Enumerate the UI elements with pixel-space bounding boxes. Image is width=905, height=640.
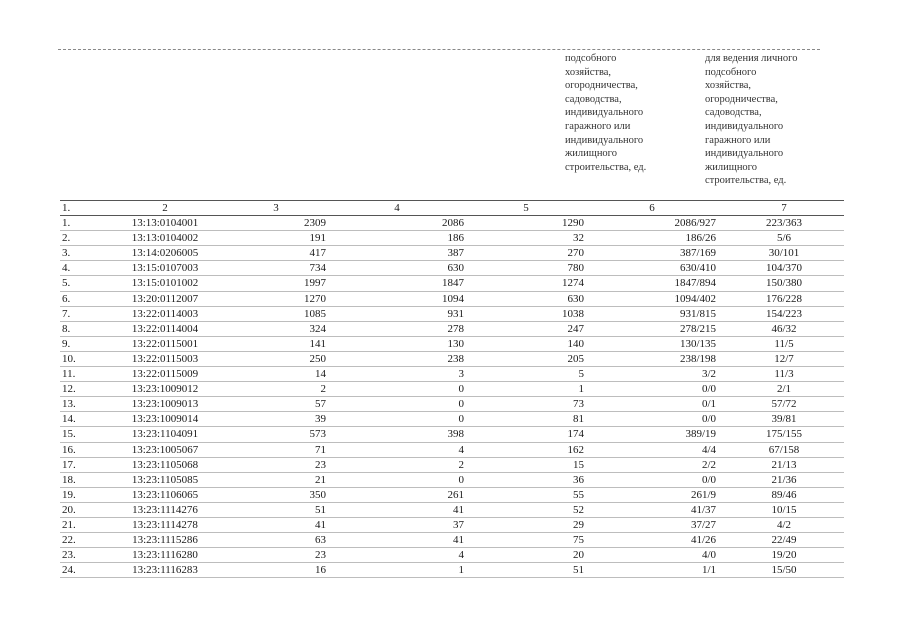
header-line: жилищного: [565, 148, 617, 160]
row-number: 7.: [60, 306, 104, 321]
col5-count: 32: [468, 231, 588, 246]
col5-count: 20: [468, 548, 588, 563]
col6-ratio: 41/26: [588, 533, 724, 548]
header-line: индивидуального: [705, 120, 784, 132]
col6-ratio: 2086/927: [588, 216, 724, 231]
table-row: [60, 442, 844, 457]
col4-count: 387: [330, 246, 468, 261]
col6-ratio: 238/198: [588, 351, 724, 366]
col6-ratio: 2/2: [588, 457, 724, 472]
column-number: 1.: [60, 201, 104, 216]
table-row: [60, 517, 844, 532]
col4-count: 1094: [330, 291, 468, 306]
col4-count: 41: [330, 502, 468, 517]
col7-ratio: 89/46: [724, 487, 844, 502]
column-number: 6: [588, 201, 724, 216]
table-row: [60, 216, 844, 231]
col5-count: 52: [468, 502, 588, 517]
header-line: для ведения личного: [705, 53, 798, 64]
col7-ratio: 22/49: [724, 533, 844, 548]
col6-ratio: 389/19: [588, 427, 724, 442]
header-line: огородничества,: [705, 93, 778, 105]
header-line: подсобного: [565, 53, 617, 64]
cadastral-number: 13:23:1009013: [104, 397, 226, 412]
table-row: [60, 548, 844, 563]
data-table-body: [60, 201, 844, 578]
col4-count: 2: [330, 457, 468, 472]
table-row: [60, 246, 844, 261]
col6-ratio: 3/2: [588, 367, 724, 382]
row-number: 19.: [60, 487, 104, 502]
total-count: 63: [226, 533, 330, 548]
col4-count: 398: [330, 427, 468, 442]
table-row: [60, 291, 844, 306]
row-number: 11.: [60, 367, 104, 382]
col6-ratio: 186/26: [588, 231, 724, 246]
cadastral-number: 13:15:0101002: [104, 276, 226, 291]
col6-ratio: 387/169: [588, 246, 724, 261]
col7-ratio: 4/2: [724, 517, 844, 532]
table-row: [60, 533, 844, 548]
col6-ratio: 4/4: [588, 442, 724, 457]
col6-ratio: 0/0: [588, 382, 724, 397]
col4-count: 630: [330, 261, 468, 276]
data-table: [60, 200, 844, 578]
col7-ratio: 15/50: [724, 563, 844, 578]
header-line: индивидуального: [565, 107, 644, 119]
cadastral-number: 13:23:1104091: [104, 427, 226, 442]
col5-count: 780: [468, 261, 588, 276]
cadastral-number: 13:23:1116283: [104, 563, 226, 578]
col6-ratio: 931/815: [588, 306, 724, 321]
table-row: [60, 412, 844, 427]
total-count: 417: [226, 246, 330, 261]
row-number: 3.: [60, 246, 104, 261]
col7-ratio: 21/36: [724, 472, 844, 487]
column-number: 3: [226, 201, 330, 216]
header-line: подсобного: [705, 66, 757, 78]
cadastral-number: 13:23:1105068: [104, 457, 226, 472]
col4-count: 186: [330, 231, 468, 246]
row-number: 4.: [60, 261, 104, 276]
table-row: [60, 261, 844, 276]
total-count: 1270: [226, 291, 330, 306]
col7-ratio: 46/32: [724, 321, 844, 336]
col7-ratio: 11/3: [724, 367, 844, 382]
cadastral-number: 13:23:1105085: [104, 472, 226, 487]
col4-count: 3: [330, 367, 468, 382]
cadastral-number: 13:23:1009014: [104, 412, 226, 427]
col4-count: 0: [330, 397, 468, 412]
col5-count: 81: [468, 412, 588, 427]
col6-ratio: 278/215: [588, 321, 724, 336]
col4-count: 41: [330, 533, 468, 548]
col7-ratio: 223/363: [724, 216, 844, 231]
col4-count: 130: [330, 336, 468, 351]
column-number: 4: [330, 201, 468, 216]
table-row: [60, 472, 844, 487]
col4-count: 37: [330, 517, 468, 532]
col4-count: 2086: [330, 216, 468, 231]
col4-count: 1: [330, 563, 468, 578]
row-number: 23.: [60, 548, 104, 563]
col5-count: 29: [468, 517, 588, 532]
table-row: [60, 487, 844, 502]
header-line: огородничества,: [565, 80, 638, 92]
row-number: 17.: [60, 457, 104, 472]
col7-ratio: 12/7: [724, 351, 844, 366]
table-row: [60, 457, 844, 472]
table-row: [60, 502, 844, 517]
row-number: 13.: [60, 397, 104, 412]
col4-count: 238: [330, 351, 468, 366]
cadastral-number: 13:14:0206005: [104, 246, 226, 261]
col5-count: 630: [468, 291, 588, 306]
col6-ratio: 1847/894: [588, 276, 724, 291]
total-count: 21: [226, 472, 330, 487]
col6-ratio: 261/9: [588, 487, 724, 502]
col7-ratio: 30/101: [724, 246, 844, 261]
col5-count: 75: [468, 533, 588, 548]
col4-count: 4: [330, 442, 468, 457]
cadastral-number: 13:22:0115001: [104, 336, 226, 351]
col4-count: 931: [330, 306, 468, 321]
col6-ratio: 1094/402: [588, 291, 724, 306]
col7-ratio: 57/72: [724, 397, 844, 412]
row-number: 9.: [60, 336, 104, 351]
col6-ratio: 37/27: [588, 517, 724, 532]
col7-ratio: 175/155: [724, 427, 844, 442]
col7-ratio: 104/370: [724, 261, 844, 276]
col6-ratio: 4/0: [588, 548, 724, 563]
header-col7-text: [705, 52, 825, 188]
col7-ratio: 11/5: [724, 336, 844, 351]
col5-count: 270: [468, 246, 588, 261]
header-line: садоводства,: [565, 93, 622, 105]
header-line: индивидуального: [705, 148, 784, 160]
table-row: [60, 321, 844, 336]
col7-ratio: 176/228: [724, 291, 844, 306]
col5-count: 51: [468, 563, 588, 578]
header-line: хозяйства,: [705, 80, 752, 92]
header-line: строительства, ед.: [705, 175, 787, 187]
col6-ratio: 0/0: [588, 472, 724, 487]
cadastral-number: 13:23:1114278: [104, 517, 226, 532]
table-row: [60, 563, 844, 578]
total-count: 1997: [226, 276, 330, 291]
row-number: 16.: [60, 442, 104, 457]
row-number: 21.: [60, 517, 104, 532]
col6-ratio: 130/135: [588, 336, 724, 351]
row-number: 12.: [60, 382, 104, 397]
header-line: хозяйства,: [565, 66, 612, 78]
row-number: 14.: [60, 412, 104, 427]
row-number: 10.: [60, 351, 104, 366]
col5-count: 1038: [468, 306, 588, 321]
col7-ratio: 19/20: [724, 548, 844, 563]
col7-ratio: 154/223: [724, 306, 844, 321]
cadastral-number: 13:22:0114003: [104, 306, 226, 321]
col4-count: 1847: [330, 276, 468, 291]
column-number: 5: [468, 201, 588, 216]
cadastral-number: 13:15:0107003: [104, 261, 226, 276]
top-rule: [58, 49, 820, 50]
col5-count: 1: [468, 382, 588, 397]
total-count: 2309: [226, 216, 330, 231]
col7-ratio: 39/81: [724, 412, 844, 427]
total-count: 14: [226, 367, 330, 382]
col4-count: 0: [330, 382, 468, 397]
total-count: 350: [226, 487, 330, 502]
header-col6-text: [565, 52, 695, 174]
total-count: 16: [226, 563, 330, 578]
col6-ratio: 630/410: [588, 261, 724, 276]
total-count: 250: [226, 351, 330, 366]
col5-count: 15: [468, 457, 588, 472]
col4-count: 0: [330, 472, 468, 487]
total-count: 573: [226, 427, 330, 442]
row-number: 1.: [60, 216, 104, 231]
total-count: 141: [226, 336, 330, 351]
table-row: [60, 306, 844, 321]
total-count: 734: [226, 261, 330, 276]
row-number: 20.: [60, 502, 104, 517]
table-row: [60, 231, 844, 246]
col7-ratio: 67/158: [724, 442, 844, 457]
cadastral-number: 13:23:1106065: [104, 487, 226, 502]
header-line: строительства, ед.: [565, 161, 647, 173]
total-count: 41: [226, 517, 330, 532]
col4-count: 4: [330, 548, 468, 563]
column-number: 2: [104, 201, 226, 216]
row-number: 8.: [60, 321, 104, 336]
table-row: [60, 336, 844, 351]
col4-count: 261: [330, 487, 468, 502]
header-line: индивидуального: [565, 134, 644, 146]
cadastral-number: 13:23:1114276: [104, 502, 226, 517]
row-number: 22.: [60, 533, 104, 548]
total-count: 191: [226, 231, 330, 246]
cadastral-number: 13:23:1009012: [104, 382, 226, 397]
header-line: садоводства,: [705, 107, 762, 119]
col5-count: 205: [468, 351, 588, 366]
col5-count: 1290: [468, 216, 588, 231]
cadastral-number: 13:23:1116280: [104, 548, 226, 563]
total-count: 57: [226, 397, 330, 412]
row-number: 18.: [60, 472, 104, 487]
table-row: [60, 276, 844, 291]
table-row: [60, 427, 844, 442]
col5-count: 162: [468, 442, 588, 457]
cadastral-number: 13:22:0115003: [104, 351, 226, 366]
total-count: 2: [226, 382, 330, 397]
column-number-row: [60, 201, 844, 216]
row-number: 5.: [60, 276, 104, 291]
row-number: 24.: [60, 563, 104, 578]
header-line: жилищного: [705, 161, 757, 173]
col6-ratio: 0/0: [588, 412, 724, 427]
total-count: 324: [226, 321, 330, 336]
cadastral-number: 13:13:0104001: [104, 216, 226, 231]
col5-count: 140: [468, 336, 588, 351]
row-number: 2.: [60, 231, 104, 246]
row-number: 15.: [60, 427, 104, 442]
col5-count: 1274: [468, 276, 588, 291]
col7-ratio: 21/13: [724, 457, 844, 472]
cadastral-number: 13:23:1115286: [104, 533, 226, 548]
table-row: [60, 367, 844, 382]
table-row: [60, 382, 844, 397]
cadastral-number: 13:23:1005067: [104, 442, 226, 457]
total-count: 71: [226, 442, 330, 457]
header-line: гаражного или: [705, 134, 771, 146]
total-count: 39: [226, 412, 330, 427]
row-number: 6.: [60, 291, 104, 306]
cadastral-number: 13:22:0115009: [104, 367, 226, 382]
col5-count: 55: [468, 487, 588, 502]
col7-ratio: 2/1: [724, 382, 844, 397]
col4-count: 0: [330, 412, 468, 427]
col7-ratio: 10/15: [724, 502, 844, 517]
total-count: 23: [226, 548, 330, 563]
table-row: [60, 351, 844, 366]
total-count: 23: [226, 457, 330, 472]
col6-ratio: 0/1: [588, 397, 724, 412]
col5-count: 73: [468, 397, 588, 412]
col5-count: 174: [468, 427, 588, 442]
col6-ratio: 1/1: [588, 563, 724, 578]
col7-ratio: 150/380: [724, 276, 844, 291]
column-number: 7: [724, 201, 844, 216]
col4-count: 278: [330, 321, 468, 336]
cadastral-number: 13:22:0114004: [104, 321, 226, 336]
cadastral-number: 13:13:0104002: [104, 231, 226, 246]
col6-ratio: 41/37: [588, 502, 724, 517]
header-line: гаражного или: [565, 120, 631, 132]
col5-count: 247: [468, 321, 588, 336]
table-row: [60, 397, 844, 412]
col5-count: 5: [468, 367, 588, 382]
total-count: 1085: [226, 306, 330, 321]
col5-count: 36: [468, 472, 588, 487]
total-count: 51: [226, 502, 330, 517]
col7-ratio: 5/6: [724, 231, 844, 246]
cadastral-number: 13:20:0112007: [104, 291, 226, 306]
